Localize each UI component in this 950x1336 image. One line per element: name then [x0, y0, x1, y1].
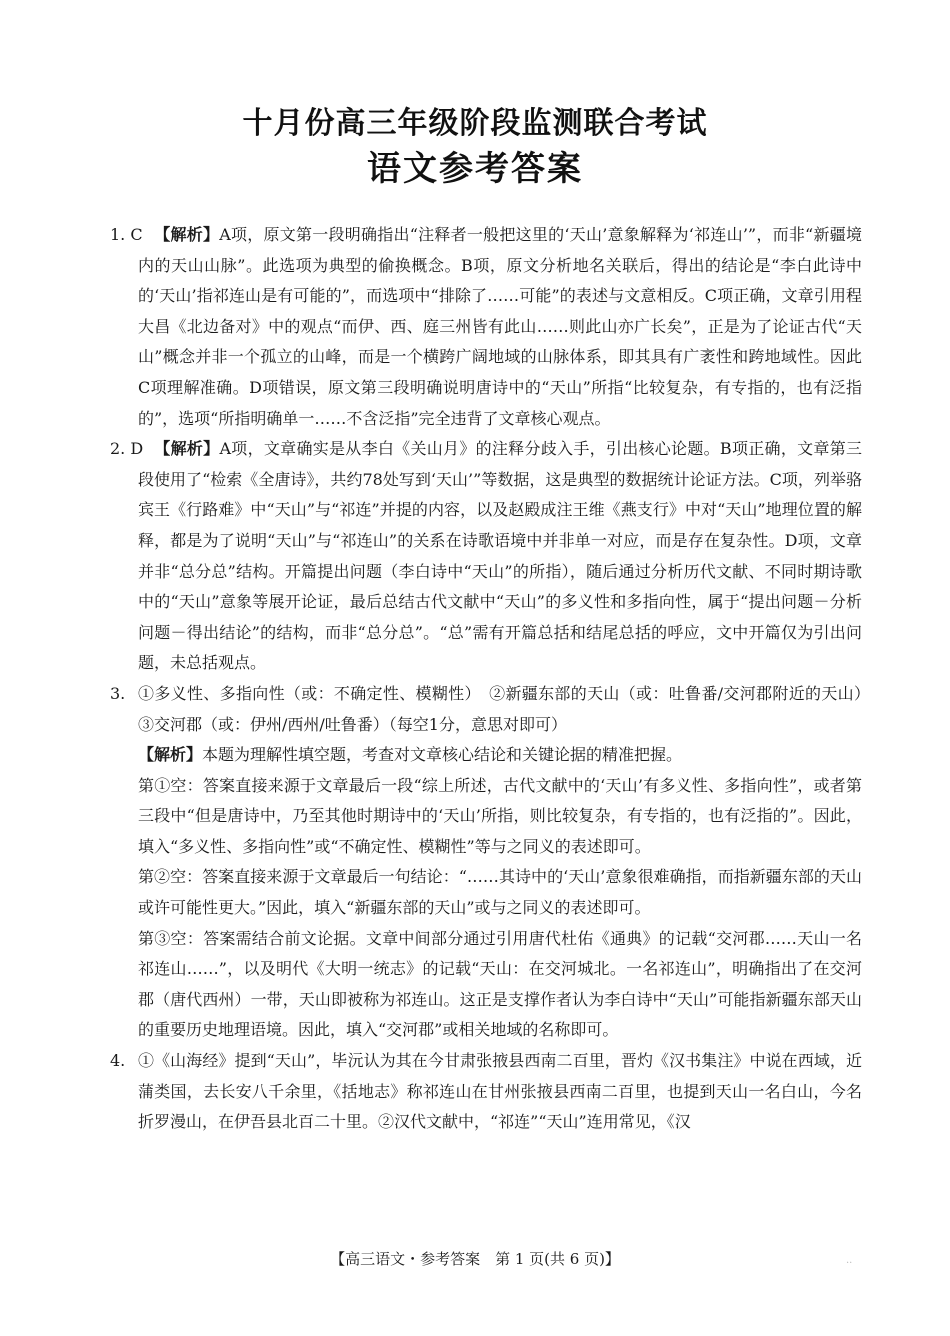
- page-subtitle: 语文参考答案: [367, 149, 583, 189]
- answer-content: [110, 220, 879, 1138]
- answer-item-4: [110, 1046, 862, 1138]
- page-footer: 【高三语文・参考答案 第 1 页(共 6 页)】: [330, 1250, 620, 1268]
- item-text: ①《山海经》提到“天山”，毕沅认为其在今甘肃张掖县西南二百里，晋灼《汉书集注》中说在西域，近蒲类国，去长安八千余里，《括地志》称祁连山在甘州张掖县西南二百里，也提到天山一名白山，今名折罗漫山，在伊吾县北百二十里。②汉代文献中，“祁连”“天山”连用常见，《汉: [138, 1051, 862, 1132]
- item-text: ①多义性、多指向性（或：不确定性、模糊性） ②新疆东部的天山（或：吐鲁番/交河郡附近的天山） ③交河郡（或：伊州/西州/吐鲁番）（每空1分，意思对即可）: [138, 683, 879, 734]
- analysis-tag: 【解析】: [154, 225, 220, 244]
- item-number: 1. C: [110, 225, 143, 244]
- item-3-blank-1: 第①空：答案直接来源于文章最后一段“综上所述，古代文献中的‘天山’有多义性、多指向性”，或者第三段中“但是唐诗中，乃至其他时期诗中的‘天山’所指，则比较复杂，有专指的，也有泛指的”。因此，填入“多义性、多指向性”或“不确定性、模糊性”等与之同义的表述即可。: [138, 775, 862, 856]
- item-text: A项，原文第一段明确指出“注释者一般把这里的‘天山’意象解释为‘祁连山’”，而非“新疆境内的天山山脉”。此选项为典型的偷换概念。B项，原文分析地名关联后，得出的结论是“李白此诗中的‘天山’指祁连山是有可能的”，而选项中“排除了……可能”的表述与文意相反。C项正确，文章引用程大昌《北边备对》中的观点“而伊、西、庭三州皆有此山……则此山亦广长矣”，正是为了论证古代“天山”概念并非一个孤立的山峰，而是一个横跨广阔地域的山脉体系，即其具有广袤性和跨地域性。因此C项理解准确。D项错误，原文第三段明确说明唐诗中的“天山”所指“比较复杂，有专指的，也有泛指的”，选项“所指明确单一……不含泛指”完全违背了文章核心观点。: [138, 225, 862, 428]
- analysis-tag: 【解析】: [154, 439, 220, 459]
- item-text: A项，文章确实是从李白《关山月》的注释分歧入手，引出核心论题。B项正确，文章第三段使用了“检索《全唐诗》，共约78处写到‘天山’”等数据，这是典型的数据统计论证方法。C项，列举骆宾王《行路难》中“天山”与“祁连”并提的内容，以及赵殿成注王维《燕支行》中对“天山”地理位置的解释，都是为了说明“天山”与“祁连山”的关系在诗歌语境中并非单一对应，而是存在复杂性。D项，文章并非“总分总”结构。开篇提出问题（李白诗中“天山”的所指），随后通过分析历代文献、不同时期诗歌中的“天山”意象等展开论证，最后总结古代文献中“天山”的多义性和多指向性，属于“提出问题－分析问题－得出结论”的结构，而非“总分总”。“总”需有开篇总括和结尾总括的呼应，文中开篇仅为引出问题，未总括观点。: [138, 439, 862, 673]
- item-3-blank-2: 第②空：答案直接来源于文章最后一句结论：“……其诗中的‘天山’意象很难确指，而指新疆东部的天山或许可能性更大。”因此，填入“新疆东部的天山”或与之同义的表述即可。: [138, 867, 862, 918]
- answer-item-2: [110, 434, 862, 679]
- item-number: 2. D: [110, 439, 144, 459]
- answer-item-1: [110, 220, 862, 434]
- corner-mark: ..: [846, 1255, 853, 1266]
- page-title: 十月份高三年级阶段监测联合考试: [242, 106, 708, 141]
- item-number: 3.: [110, 683, 126, 703]
- answer-item-3: [110, 679, 879, 740]
- item-3-analysis-intro: [110, 740, 862, 771]
- item-3-blank-3: 第③空：答案需结合前文论据。文章中间部分通过引用唐代杜佑《通典》的记载“交河郡……天山一名祁连山……”，以及明代《大明一统志》的记载“天山：在交河城北。一名祁连山”，明确指出了在交河郡（唐代西州）一带，天山即被称为祁连山。这正是支撑作者认为李白诗中“天山”可能指新疆东部天山的重要历史地理语境。因此，填入“交河郡”或相关地域的名称即可。: [138, 928, 862, 1040]
- analysis-intro-text: 本题为理解性填空题，考查对文章核心结论和关键论据的精准把握。: [202, 745, 683, 765]
- item-number: 4.: [110, 1051, 126, 1071]
- analysis-tag: 【解析】: [138, 745, 203, 765]
